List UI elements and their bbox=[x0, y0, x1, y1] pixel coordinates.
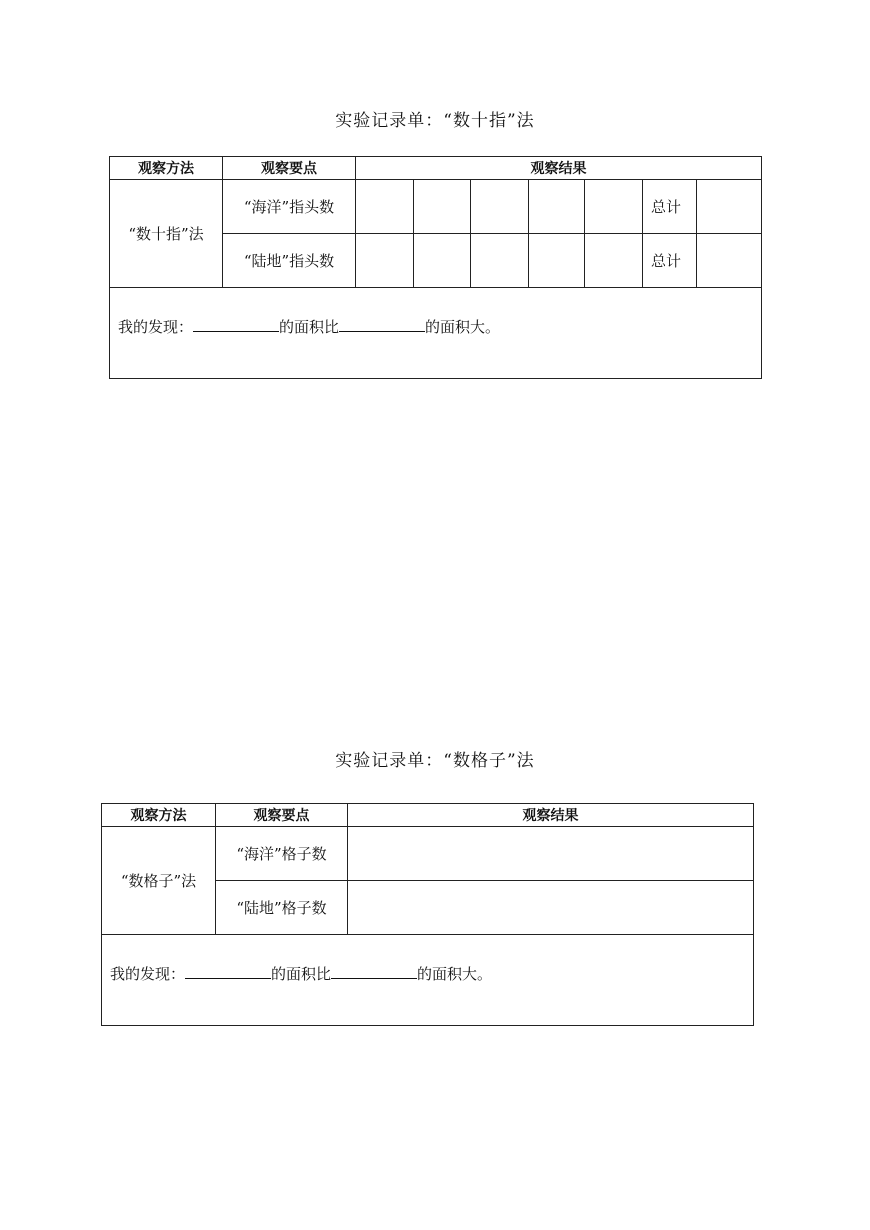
finding-prefix: 我的发现： bbox=[118, 318, 194, 336]
finding-mid: 的面积比 bbox=[271, 965, 332, 983]
finding-suffix: 的面积大。 bbox=[417, 965, 493, 983]
row-land-label: “陆地”格子数 bbox=[216, 881, 348, 935]
result-cell[interactable] bbox=[529, 180, 585, 234]
method-cell: “数十指”法 bbox=[110, 180, 223, 288]
result-cell[interactable] bbox=[529, 234, 585, 288]
answer-blank-2[interactable] bbox=[331, 964, 417, 979]
sheet1-table bbox=[109, 156, 762, 379]
finding-row bbox=[110, 288, 762, 379]
answer-blank-1[interactable] bbox=[185, 964, 271, 979]
row-ocean-label: “海洋”格子数 bbox=[216, 827, 348, 881]
result-cell[interactable] bbox=[414, 234, 471, 288]
header-results: 观察结果 bbox=[348, 804, 754, 827]
total-cell[interactable] bbox=[697, 234, 762, 288]
sheet1-title: 实验记录单：“数十指”法 bbox=[335, 111, 535, 131]
method-cell: “数格子”法 bbox=[102, 827, 216, 935]
finding-row bbox=[102, 935, 754, 1026]
answer-blank-1[interactable] bbox=[193, 317, 279, 332]
answer-blank-2[interactable] bbox=[339, 317, 425, 332]
header-method: 观察方法 bbox=[102, 804, 216, 827]
row-land-label: “陆地”指头数 bbox=[223, 234, 356, 288]
total-label: 总计 bbox=[643, 234, 697, 288]
result-cell[interactable] bbox=[471, 234, 529, 288]
result-cell[interactable] bbox=[356, 180, 414, 234]
result-cell[interactable] bbox=[414, 180, 471, 234]
header-points: 观察要点 bbox=[216, 804, 348, 827]
result-cell[interactable] bbox=[471, 180, 529, 234]
header-results: 观察结果 bbox=[356, 157, 762, 180]
header-method: 观察方法 bbox=[110, 157, 223, 180]
row-ocean-label: “海洋”指头数 bbox=[223, 180, 356, 234]
sheet2-table bbox=[101, 803, 754, 1026]
finding-mid: 的面积比 bbox=[279, 318, 340, 336]
finding-suffix: 的面积大。 bbox=[425, 318, 501, 336]
sheet2-title: 实验记录单：“数格子”法 bbox=[335, 751, 535, 771]
header-points: 观察要点 bbox=[223, 157, 356, 180]
result-cell[interactable] bbox=[356, 234, 414, 288]
result-cell[interactable] bbox=[348, 881, 754, 935]
total-label: 总计 bbox=[643, 180, 697, 234]
result-cell[interactable] bbox=[348, 827, 754, 881]
result-cell[interactable] bbox=[585, 180, 643, 234]
total-cell[interactable] bbox=[697, 180, 762, 234]
result-cell[interactable] bbox=[585, 234, 643, 288]
finding-prefix: 我的发现： bbox=[110, 965, 186, 983]
